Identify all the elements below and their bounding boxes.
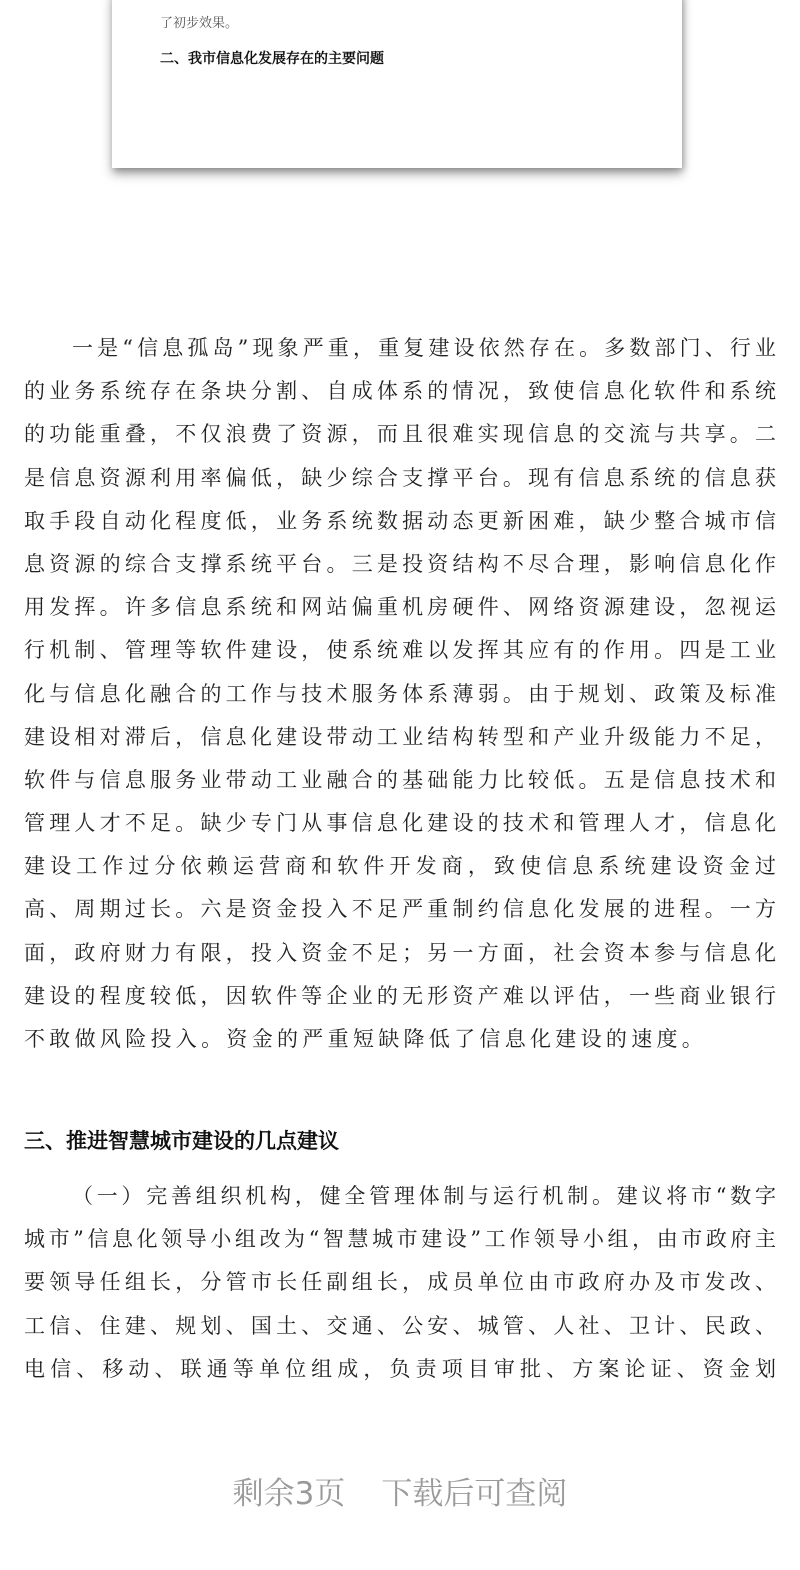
text-line: 是信息资源利用率偏低，缺少综合支撑平台。现有信息系统的信息获	[24, 465, 776, 490]
text-line: 城市”信息化领导小组改为“智慧城市建设”工作领导小组，由市政府主	[24, 1227, 776, 1252]
text-line: 管理人才不足。缺少专门从事信息化建设的技术和管理人才，信息化	[24, 811, 776, 836]
text-line: 的功能重叠，不仅浪费了资源，而且很难实现信息的交流与共享。二	[24, 422, 776, 447]
text-line: 建设的程度较低，因软件等企业的无形资产难以评估，一些商业银行	[24, 983, 776, 1008]
text-line: 建设相对滞后，信息化建设带动工业结构转型和产业升级能力不足，	[24, 724, 776, 749]
text-line: 行机制、管理等软件建设，使系统难以发挥其应有的作用。四是工业	[24, 638, 776, 663]
download-prompt[interactable]	[0, 1468, 800, 1513]
text-line: 用发挥。许多信息系统和网站偏重机房硬件、网络资源建设，忽视运	[24, 595, 776, 620]
paragraph-suggestion-1	[24, 1175, 776, 1391]
text-line: 面，政府财力有限，投入资金不足；另一方面，社会资本参与信息化	[24, 940, 776, 965]
remaining-pages-label: 剩余3页	[232, 1476, 346, 1512]
preview-page-card	[112, 0, 682, 168]
text-line: 高、周期过长。六是资金投入不足严重制约信息化发展的进程。一方	[24, 897, 776, 922]
text-line: 电信、移动、联通等单位组成，负责项目审批、方案论证、资金划	[24, 1356, 776, 1381]
paragraph-problems	[24, 327, 776, 1061]
text-line: 不敢做风险投入。资金的严重短缺降低了信息化建设的速度。	[24, 1027, 708, 1051]
text-line: （一）完善组织机构，健全管理体制与运行机制。建议将市“数字	[72, 1184, 776, 1208]
text-line: 的业务系统存在条块分割、自成体系的情况，致使信息化软件和系统	[24, 379, 776, 404]
text-line: 建设工作过分依赖运营商和软件开发商，致使信息系统建设资金过	[24, 854, 776, 879]
text-line: 软件与信息服务业带动工业融合的基础能力比较低。五是信息技术和	[24, 767, 776, 792]
text-line: 要领导任组长，分管市长任副组长，成员单位由市政府办及市发改、	[24, 1270, 776, 1295]
preview-text-tail: 了初步效果。	[160, 16, 239, 31]
preview-section-heading: 二、我市信息化发展存在的主要问题	[160, 51, 384, 67]
text-line: 工信、住建、规划、国土、交通、公安、城管、人社、卫计、民政、	[24, 1313, 776, 1338]
text-line: 一是“信息孤岛”现象严重，重复建设依然存在。多数部门、行业	[72, 336, 776, 360]
text-line: 化与信息化融合的工作与技术服务体系薄弱。由于规划、政策及标准	[24, 681, 776, 706]
section-heading-suggestions: 三、推进智慧城市建设的几点建议	[24, 1129, 339, 1153]
download-hint-label: 下载后可查阅	[381, 1476, 568, 1512]
text-line: 息资源的综合支撑系统平台。三是投资结构不尽合理，影响信息化作	[24, 551, 776, 576]
text-line: 取手段自动化程度低，业务系统数据动态更新困难，缺少整合城市信	[24, 508, 776, 533]
